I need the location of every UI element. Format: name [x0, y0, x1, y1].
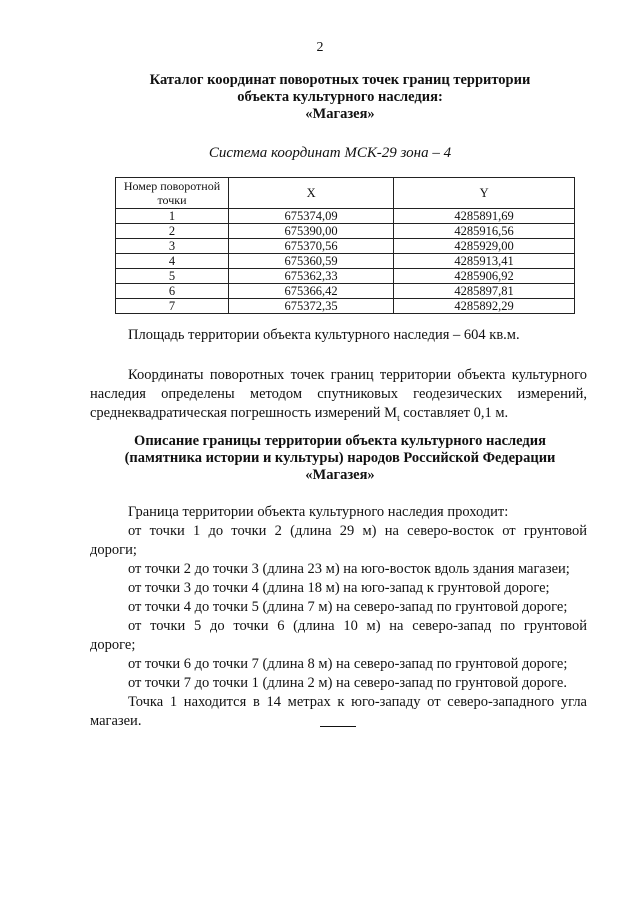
coordinate-system-caption: Система координат МСК-29 зона – 4	[208, 145, 452, 161]
y-cell: 4285913,41	[394, 254, 575, 269]
point-number-cell: 1	[116, 209, 229, 224]
segment-2: от точки 2 до точки 3 (длина 23 м) на юго-восток вдоль здания магазеи;	[128, 561, 570, 577]
catalog-heading-line-3: «Магазея»	[305, 106, 375, 122]
segment-3: от точки 3 до точки 4 (длина 18 м) на юго-запад к грунтовой дороге;	[128, 580, 550, 596]
catalog-heading-line-2: объекта культурного наследия:	[237, 89, 443, 105]
y-cell: 4285892,29	[394, 299, 575, 314]
point-number-cell: 3	[116, 239, 229, 254]
accuracy-line-3-end: составляет 0,1 м.	[399, 405, 509, 421]
boundary-description	[90, 503, 587, 731]
point-number-cell: 6	[116, 284, 229, 299]
coordinates-table	[115, 177, 575, 314]
boundary-heading	[60, 433, 620, 484]
segment-6: от точки 6 до точки 7 (длина 8 м) на северо-запад по грунтовой дороге;	[128, 656, 568, 672]
segment-5-line-2: дороге;	[90, 637, 136, 653]
accuracy-line-2: наследия определены методом спутниковых геодезических измерений,	[90, 386, 587, 402]
note-line-2: магазеи.	[90, 713, 142, 729]
accuracy-subscript: t	[397, 412, 400, 423]
x-cell: 675374,09	[229, 209, 394, 224]
x-cell: 675360,59	[229, 254, 394, 269]
header-x: X	[229, 178, 394, 209]
page-number: 2	[316, 40, 324, 55]
point-number-cell: 7	[116, 299, 229, 314]
end-divider	[320, 726, 356, 727]
header-point-number: Номер поворотной точки	[116, 178, 229, 209]
point-number-cell: 5	[116, 269, 229, 284]
segment-5-line-1: от точки 5 до точки 6 (длина 10 м) на северо-запад по грунтовой	[128, 618, 587, 634]
segment-7: от точки 7 до точки 1 (длина 2 м) на северо-запад по грунтовой дороге.	[128, 675, 567, 691]
x-cell: 675372,35	[229, 299, 394, 314]
boundary-heading-line-1: Описание границы территории объекта культурного наследия	[134, 433, 546, 449]
table-row	[116, 254, 575, 269]
catalog-heading	[60, 72, 620, 123]
boundary-heading-line-2: (памятника истории и культуры) народов Российской Федерации	[124, 450, 556, 466]
y-cell: 4285897,81	[394, 284, 575, 299]
y-cell: 4285906,92	[394, 269, 575, 284]
x-cell: 675366,42	[229, 284, 394, 299]
x-cell: 675362,33	[229, 269, 394, 284]
y-cell: 4285929,00	[394, 239, 575, 254]
segment-1-line-1: от точки 1 до точки 2 (длина 29 м) на северо-восток от грунтовой	[128, 523, 587, 539]
accuracy-paragraph	[90, 366, 587, 428]
table-row	[116, 239, 575, 254]
area-text: Площадь территории объекта культурного наследия – 604 кв.м.	[128, 327, 520, 343]
y-cell: 4285916,56	[394, 224, 575, 239]
segment-1-line-2: дороги;	[90, 542, 137, 558]
point-number-cell: 2	[116, 224, 229, 239]
table-row	[116, 224, 575, 239]
accuracy-line-1: Координаты поворотных точек границ территории объекта культурного	[128, 367, 587, 383]
segment-4: от точки 4 до точки 5 (длина 7 м) на северо-запад по грунтовой дороге;	[128, 599, 568, 615]
header-y: Y	[394, 178, 575, 209]
boundary-intro: Граница территории объекта культурного наследия проходит:	[128, 504, 509, 520]
x-cell: 675370,56	[229, 239, 394, 254]
accuracy-line-3-start: среднеквадратическая погрешность измерений М	[90, 405, 398, 421]
boundary-heading-line-3: «Магазея»	[305, 467, 375, 483]
x-cell: 675390,00	[229, 224, 394, 239]
point-number-cell: 4	[116, 254, 229, 269]
y-cell: 4285891,69	[394, 209, 575, 224]
table-row	[116, 269, 575, 284]
accuracy-line-3	[90, 404, 587, 428]
table-row	[116, 284, 575, 299]
table-row	[116, 209, 575, 224]
note-line-1: Точка 1 находится в 14 метрах к юго-западу от северо-западного угла	[128, 694, 587, 710]
area-paragraph	[90, 326, 587, 345]
table-header-row	[116, 178, 575, 209]
catalog-heading-line-1: Каталог координат поворотных точек границ территории	[149, 72, 531, 88]
table-row	[116, 299, 575, 314]
